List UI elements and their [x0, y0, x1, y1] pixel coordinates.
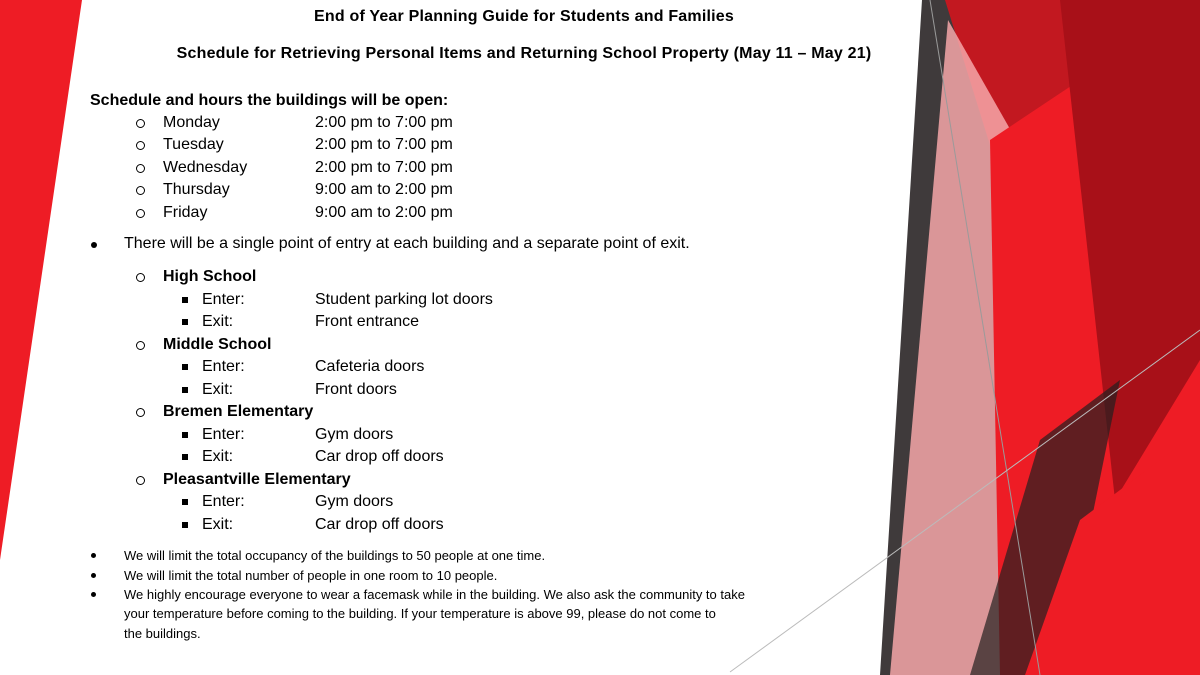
schedule-day: Friday: [163, 204, 208, 221]
exit-label: Exit:: [202, 516, 234, 533]
schedule-hours: 2:00 pm to 7:00 pm: [315, 159, 453, 176]
title-line-2: Schedule for Retrieving Personal Items and Returning School Property (May 11 – May 21): [176, 45, 872, 62]
hollow-bullet-icon: [136, 341, 145, 350]
square-bullet-icon: [182, 522, 188, 528]
bullet-icon: [91, 242, 97, 248]
schedule-heading: Schedule and hours the buildings will be open:: [90, 92, 449, 109]
schedule-hours: 2:00 pm to 7:00 pm: [315, 136, 453, 153]
square-bullet-icon: [182, 319, 188, 325]
building-name: High School: [163, 268, 257, 285]
exit-label: Exit:: [202, 313, 234, 330]
note-item: We will limit the total number of people in one room to 10 people.: [124, 568, 498, 583]
bullet-icon: [91, 592, 96, 597]
enter-door: Student parking lot doors: [315, 291, 493, 308]
exit-door: Front entrance: [315, 313, 420, 330]
schedule-day: Tuesday: [163, 136, 224, 153]
exit-door: Car drop off doors: [315, 516, 444, 533]
enter-label: Enter:: [202, 358, 245, 375]
enter-label: Enter:: [202, 426, 245, 443]
enter-door: Gym doors: [315, 426, 394, 443]
hollow-bullet-icon: [136, 209, 145, 218]
building-name: Bremen Elementary: [163, 403, 314, 420]
enter-door: Cafeteria doors: [315, 358, 425, 375]
hollow-bullet-icon: [136, 408, 145, 417]
square-bullet-icon: [182, 297, 188, 303]
hollow-bullet-icon: [136, 141, 145, 150]
square-bullet-icon: [182, 454, 188, 460]
bullet-icon: [91, 553, 96, 558]
entry-note: There will be a single point of entry at each building and a separate point of exit.: [124, 235, 690, 252]
bullet-icon: [91, 573, 96, 578]
note-item: We will limit the total occupancy of the buildings to 50 people at one time.: [124, 548, 546, 563]
schedule-hours: 2:00 pm to 7:00 pm: [315, 114, 453, 131]
square-bullet-icon: [182, 387, 188, 393]
schedule-day: Monday: [163, 114, 220, 131]
building-name: Pleasantville Elementary: [163, 471, 351, 488]
schedule-day: Thursday: [163, 181, 230, 198]
building-name: Middle School: [163, 336, 272, 353]
square-bullet-icon: [182, 364, 188, 370]
square-bullet-icon: [182, 432, 188, 438]
schedule-hours: 9:00 am to 2:00 pm: [315, 204, 453, 221]
hollow-bullet-icon: [136, 476, 145, 485]
hollow-bullet-icon: [136, 273, 145, 282]
enter-door: Gym doors: [315, 493, 394, 510]
schedule-day: Wednesday: [163, 159, 248, 176]
enter-label: Enter:: [202, 493, 245, 510]
hollow-bullet-icon: [136, 186, 145, 195]
enter-label: Enter:: [202, 291, 245, 308]
title-line-1: End of Year Planning Guide for Students and Families: [314, 8, 734, 25]
exit-door: Car drop off doors: [315, 448, 444, 465]
exit-label: Exit:: [202, 381, 234, 398]
note-item-line-1: We highly encourage everyone to wear a facemask while in the building. We also ask the community to take: [124, 587, 745, 602]
schedule-hours: 9:00 am to 2:00 pm: [315, 181, 453, 198]
hollow-bullet-icon: [136, 119, 145, 128]
square-bullet-icon: [182, 499, 188, 505]
note-item-line-2: your temperature before coming to the building. If your temperature is above 99, please do not come to: [124, 606, 716, 621]
hollow-bullet-icon: [136, 164, 145, 173]
exit-label: Exit:: [202, 448, 234, 465]
exit-door: Front doors: [315, 381, 397, 398]
note-item-line-3: the buildings.: [124, 626, 201, 641]
